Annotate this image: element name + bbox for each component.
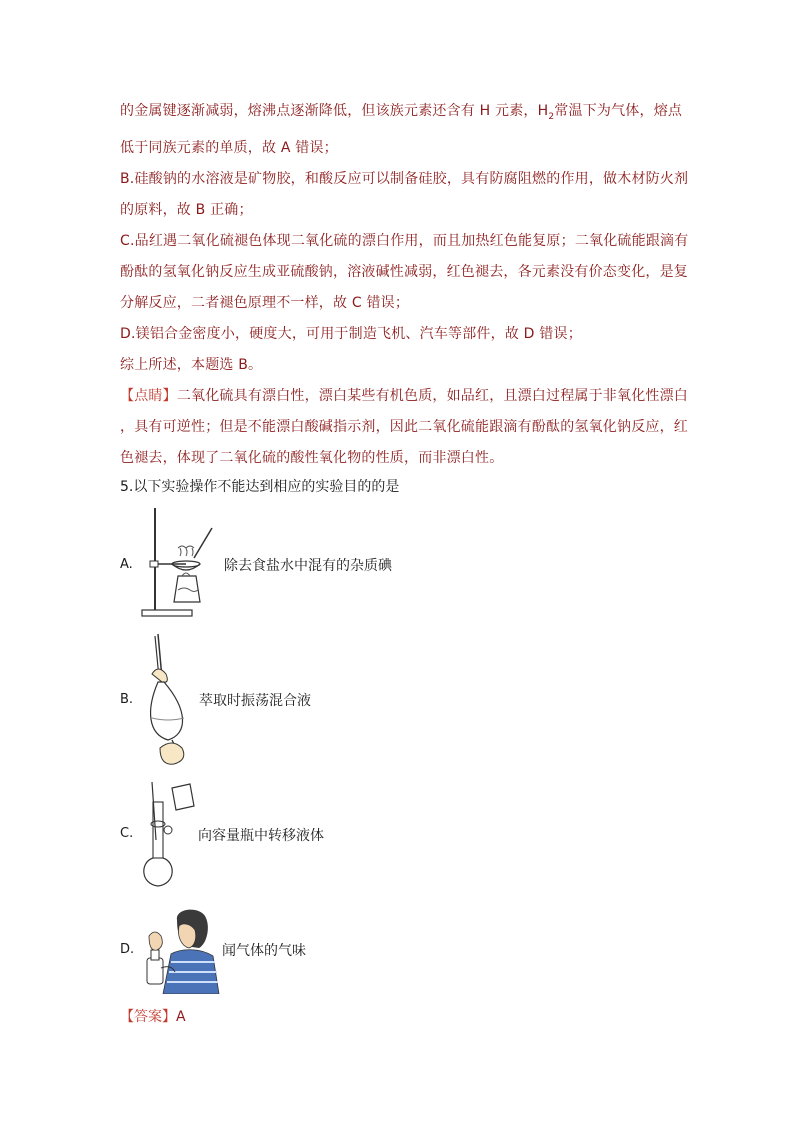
text: 常温下为气体，熔点	[554, 103, 683, 119]
explanation-line: 酚酞的氢氧化钠反应生成亚硫酸钠，溶液碱性减弱，红色褪去，各元素没有价态变化，是复	[120, 263, 688, 280]
answer-value: A	[176, 1009, 186, 1025]
option-d-text: 闻气体的气味	[222, 943, 306, 959]
question-stem: 5.以下实验操作不能达到相应的实验目的的是	[120, 479, 400, 495]
dianjing-label: 【点睛】	[120, 387, 177, 404]
explanation-line: 综上所述，本题选 B。	[120, 356, 263, 373]
volumetric-flask-figure	[138, 782, 198, 888]
separatory-funnel-figure	[142, 630, 198, 768]
dianjing-line: 色褪去，体现了二氧化硫的酸性氧化物的性质，而非漂白性。	[120, 449, 504, 466]
option-a-letter: A.	[120, 557, 133, 572]
explanation-line	[120, 96, 683, 133]
option-b-text: 萃取时振荡混合液	[199, 693, 311, 709]
dianjing-line: ，具有可逆性；但是不能漂白酸碱指示剂，因此二氧化硫能跟滴有酚酞的氢氧化钠反应，红	[120, 418, 688, 435]
sublimation-apparatus-figure	[138, 506, 216, 618]
explanation-line: D.镁铝合金密度小，硬度大，可用于制造飞机、汽车等部件，故 D 错误；	[120, 325, 582, 342]
option-c-text: 向容量瓶中转移液体	[198, 828, 324, 844]
smelling-gas-figure	[141, 906, 221, 994]
explanation-line: 低于同族元素的单质，故 A 错误；	[120, 139, 338, 156]
explanation-line: 的原料，故 B 正确；	[120, 201, 253, 218]
option-b-letter: B.	[120, 692, 134, 707]
explanation-line: C.品红遇二氧化硫褪色体现二氧化硫的漂白作用，而且加热红色能复原；二氧化硫能跟滴有	[120, 232, 689, 249]
dianjing-line	[120, 381, 689, 412]
option-d-letter: D.	[120, 942, 135, 957]
explanation-paragraph	[120, 96, 689, 474]
subscript: 2	[548, 111, 555, 122]
option-a-text: 除去食盐水中混有的杂质碘	[224, 558, 392, 574]
text: 的金属键逐渐减弱，熔沸点逐渐降低，但该族元素还含有 H 元素，H	[120, 103, 549, 119]
text: 二氧化硫具有漂白性，漂白某些有机色质，如品红，且漂白过程属于非氧化性漂白	[176, 387, 689, 404]
answer-label: 【答案】	[120, 1009, 176, 1025]
explanation-line: B.硅酸钠的水溶液是矿物胶，和酸反应可以制备硅胶，具有防腐阻燃的作用，做木材防火剂	[120, 170, 689, 187]
option-c-letter: C.	[120, 826, 134, 841]
explanation-line: 分解反应，二者褪色原理不一样，故 C 错误；	[120, 294, 410, 311]
answer-line	[120, 1006, 186, 1026]
